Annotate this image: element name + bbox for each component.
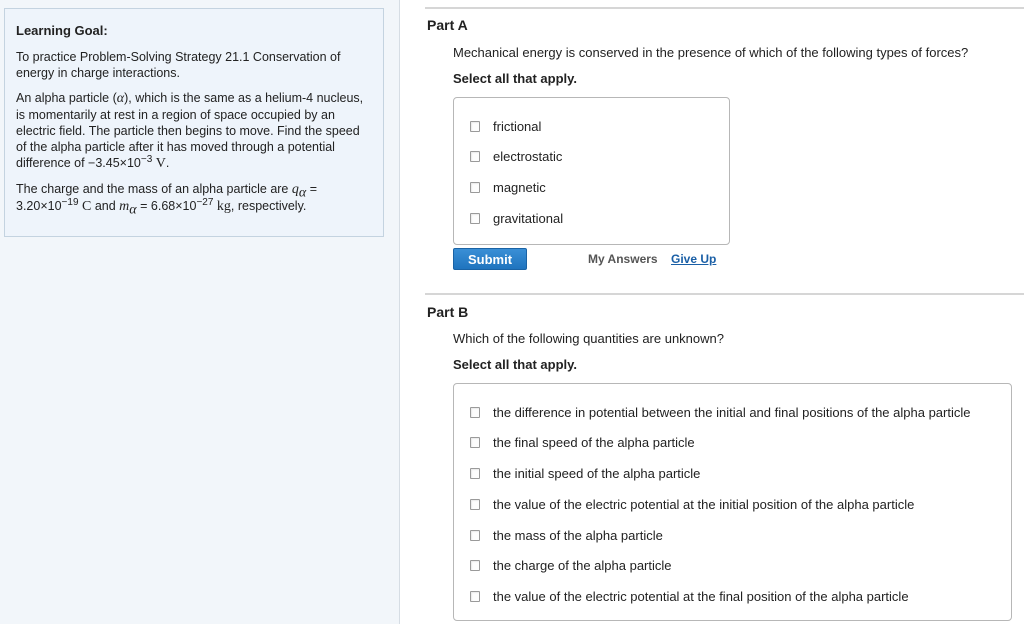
option-label: gravitational bbox=[493, 210, 564, 226]
learning-goal-title: Learning Goal: bbox=[16, 23, 108, 38]
submit-button[interactable]: Submit bbox=[453, 248, 527, 270]
part-b-divider bbox=[425, 293, 1024, 295]
option-label: the value of the electric potential at the initial position of the alpha particle bbox=[493, 496, 915, 512]
option-label: the initial speed of the alpha particle bbox=[493, 465, 701, 481]
give-up-link[interactable]: Give Up bbox=[671, 252, 717, 266]
option-label: electrostatic bbox=[493, 148, 563, 164]
checkbox[interactable] bbox=[470, 499, 480, 510]
checkbox[interactable] bbox=[470, 182, 480, 193]
option-label: frictional bbox=[493, 118, 542, 134]
mass-symbol: m bbox=[119, 199, 130, 214]
learning-goal-intro: To practice Problem-Solving Strategy 21.1 Conservation of energy in charge interactions. bbox=[16, 50, 341, 80]
part-b-instruction: Select all that apply. bbox=[453, 357, 578, 372]
part-a-choices bbox=[453, 97, 730, 245]
learning-goal-box bbox=[4, 8, 384, 237]
part-b-title: Part B bbox=[427, 304, 469, 320]
alpha-symbol: α bbox=[116, 91, 125, 106]
part-a-divider bbox=[425, 7, 1024, 9]
checkbox[interactable] bbox=[470, 121, 480, 132]
part-a-title: Part A bbox=[427, 17, 468, 33]
checkbox[interactable] bbox=[470, 468, 480, 479]
checkbox[interactable] bbox=[470, 437, 480, 448]
checkbox[interactable] bbox=[470, 213, 480, 224]
part-b-question: Which of the following quantities are unknown? bbox=[453, 331, 724, 346]
checkbox[interactable] bbox=[470, 560, 480, 571]
checkbox[interactable] bbox=[470, 591, 480, 602]
part-a-instruction: Select all that apply. bbox=[453, 71, 578, 86]
my-answers-link[interactable]: My Answers bbox=[588, 252, 658, 266]
option-label: the final speed of the alpha particle bbox=[493, 434, 695, 450]
given-values: The charge and the mass of an alpha particle are $q_\alpha = 3.20\times 10^{-19}$ C and $m_\alpha = 6.68\times 10^{-27}$ kg, respectively. bbox=[16, 182, 318, 218]
potential-difference-unit: V bbox=[155, 156, 166, 171]
mass-unit: kg bbox=[216, 199, 231, 214]
potential-difference-value: −3.45×10 bbox=[88, 156, 141, 170]
charge-symbol: q bbox=[291, 182, 299, 197]
left-panel bbox=[0, 0, 400, 624]
checkbox[interactable] bbox=[470, 407, 480, 418]
option-label: the mass of the alpha particle bbox=[493, 527, 663, 543]
mass-value: 6.68×10 bbox=[150, 199, 197, 213]
charge-value: 3.20×10 bbox=[16, 199, 62, 213]
option-label: magnetic bbox=[493, 179, 546, 195]
problem-statement: An alpha particle (α), which is the same as a helium-4 nucleus, is momentarily at rest in a region of space occupied by an electric field. The particle then begins to move. Find the speed of the alpha particle after it has moved through a potential difference of $-3.45\times 10^{-3}$ V. bbox=[16, 91, 364, 171]
checkbox[interactable] bbox=[470, 530, 480, 541]
part-b-choices bbox=[453, 383, 1012, 621]
charge-unit: C bbox=[82, 199, 92, 214]
option-label: the difference in potential between the initial and final positions of the alpha particle bbox=[493, 404, 971, 420]
option-label: the value of the electric potential at the final position of the alpha particle bbox=[493, 588, 909, 604]
option-label: the charge of the alpha particle bbox=[493, 557, 672, 573]
part-a-question: Mechanical energy is conserved in the presence of which of the following types of forces? bbox=[453, 45, 969, 60]
checkbox[interactable] bbox=[470, 151, 480, 162]
